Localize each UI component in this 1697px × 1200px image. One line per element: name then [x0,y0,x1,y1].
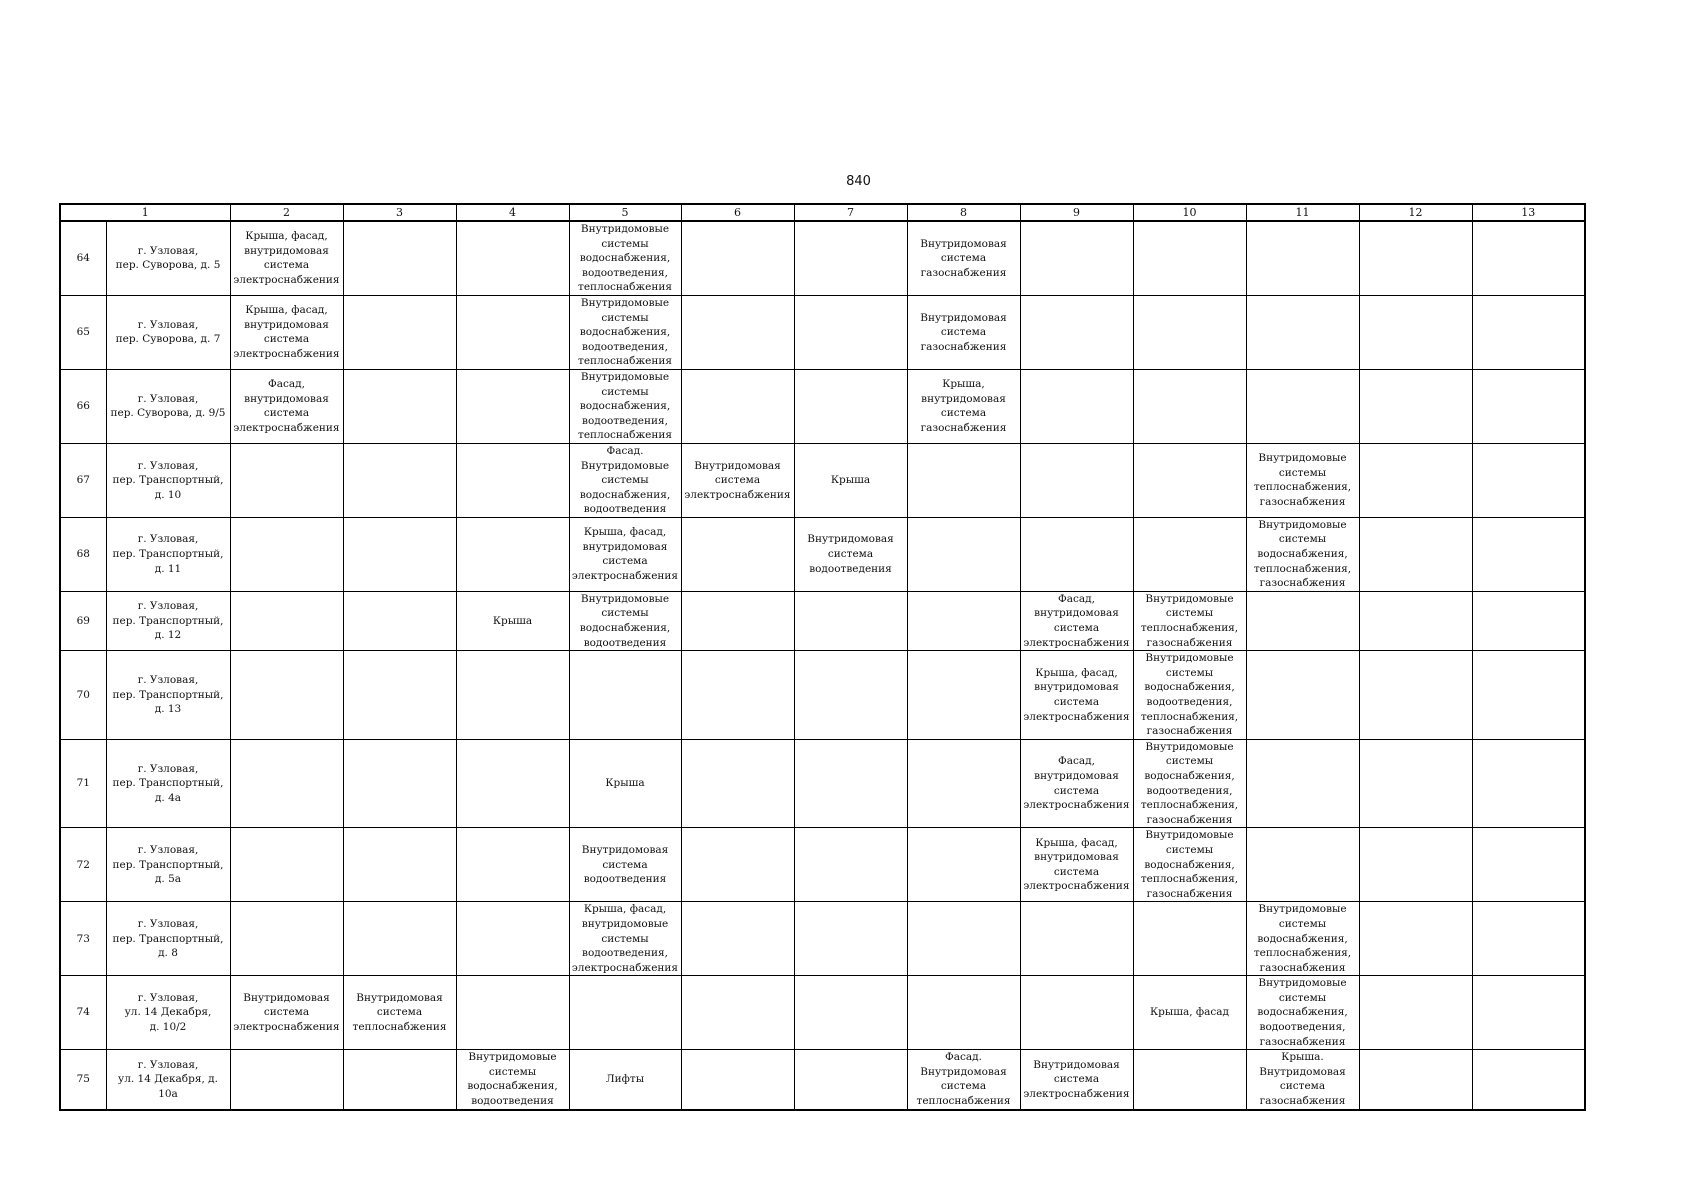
work-cell-col-12 [1359,651,1472,740]
work-cell-col-11 [1246,443,1359,517]
row-number: 75 [60,1050,106,1110]
work-cell-col-13 [1472,828,1585,902]
work-cell-col-8 [907,828,1020,902]
column-header-6: 6 [681,204,794,221]
work-cell-col-3 [343,443,456,517]
work-cell-col-3 [343,1050,456,1110]
work-cell-col-13 [1472,651,1585,740]
work-text: Внутридомовые системы водоснабжения, водоотведения [579,592,671,649]
work-cell-col-3 [343,739,456,828]
work-cell-col-9 [1020,295,1133,369]
work-cell-col-11 [1246,739,1359,828]
work-cell-col-6 [681,828,794,902]
work-cell-col-2 [230,369,343,443]
work-cell-col-3 [343,591,456,650]
work-cell-col-12 [1359,369,1472,443]
row-number: 71 [60,739,106,828]
work-cell-col-2 [230,591,343,650]
work-cell-col-13 [1472,591,1585,650]
work-text: Фасад, внутридомовая система электроснабжения [1023,755,1130,812]
work-cell-col-9 [1020,976,1133,1050]
work-cell-col-4 [456,828,569,902]
work-cell-col-3 [343,517,456,591]
work-text: Внутридомовая система электроснабжения [684,459,791,501]
work-cell-col-10 [1133,651,1246,740]
address-text: г. Узловая, пер. Суворова, д. 9/5 [110,392,226,420]
work-text: Внутридомовые системы теплоснабжения, газоснабжения [1253,452,1352,508]
work-cell-col-8 [907,295,1020,369]
table-row [60,902,1585,976]
work-text: Крыша, фасад, внутридомовая система электроснабжения [1023,666,1130,723]
work-cell-col-5 [569,739,681,828]
work-cell-col-13 [1472,369,1585,443]
page-number: 840 [846,174,871,189]
work-cell-col-2 [230,1050,343,1110]
table-row [60,591,1585,650]
work-cell-col-13 [1472,902,1585,976]
work-cell-col-8 [907,739,1020,828]
address-text: г. Узловая, пер. Суворова, д. 7 [115,318,221,346]
column-header-10: 10 [1133,204,1246,221]
work-cell-col-11 [1246,828,1359,902]
work-cell-col-8 [907,517,1020,591]
work-text: Крыша, фасад, внутридомовая система электроснабжения [571,526,679,582]
column-header-8: 8 [907,204,1020,221]
work-text: Внутридомовые системы водоснабжения, теплоснабжения, газоснабжения [1253,518,1352,590]
work-cell-col-8 [907,1050,1020,1110]
work-text: Фасад, внутридомовая система электроснабжения [1023,592,1130,649]
work-cell-col-13 [1472,517,1585,591]
work-cell-col-5 [569,976,681,1050]
work-cell-col-7 [794,828,907,902]
work-cell-col-7 [794,369,907,443]
work-text: Внутридомовые системы теплоснабжения, газоснабжения [1140,592,1239,649]
work-text: Крыша, фасад, внутридомовые системы водоотведения, электроснабжения [571,903,679,974]
work-cell-col-6 [681,902,794,976]
work-cell-col-10 [1133,902,1246,976]
table-body [60,221,1585,1110]
work-cell-col-9 [1020,1050,1133,1110]
address-cell [106,902,230,976]
row-number: 68 [60,517,106,591]
work-cell-col-9 [1020,902,1133,976]
work-cell-col-5 [569,443,681,517]
work-cell-col-13 [1472,295,1585,369]
work-cell-col-11 [1246,221,1359,295]
work-text: Внутридомовая система электроснабжения [1023,1058,1130,1100]
work-cell-col-8 [907,221,1020,295]
work-cell-col-3 [343,828,456,902]
work-cell-col-6 [681,369,794,443]
work-cell-col-10 [1133,976,1246,1050]
work-cell-col-2 [230,295,343,369]
work-cell-col-10 [1133,369,1246,443]
work-cell-col-9 [1020,591,1133,650]
work-cell-col-8 [907,976,1020,1050]
address-cell [106,295,230,369]
work-cell-col-7 [794,443,907,517]
work-text: Внутридомовые системы водоснабжения, водоотведения, газоснабжения [1257,977,1348,1048]
address-cell [106,591,230,650]
work-cell-col-7 [794,221,907,295]
work-cell-col-2 [230,443,343,517]
table-row [60,739,1585,828]
work-cell-col-2 [230,739,343,828]
work-text: Внутридомовая система электроснабжения [233,991,340,1034]
row-number: 72 [60,828,106,902]
work-text: Внутридомовая система водоотведения [581,843,669,886]
work-text: Внутридомовая система водоотведения [807,533,894,575]
work-text: Лифты [605,1073,645,1086]
column-header-11: 11 [1246,204,1359,221]
work-text: Внутридомовые системы водоснабжения, водоотведения, теплоснабжения [578,223,672,294]
work-cell-col-9 [1020,221,1133,295]
work-cell-col-7 [794,517,907,591]
work-cell-col-4 [456,739,569,828]
work-text: Крыша, фасад, внутридомовая система электроснабжения [233,230,340,287]
work-cell-col-11 [1246,976,1359,1050]
work-cell-col-5 [569,1050,681,1110]
work-cell-col-12 [1359,517,1472,591]
column-header-9: 9 [1020,204,1133,221]
work-cell-col-8 [907,443,1020,517]
work-cell-col-11 [1246,369,1359,443]
work-cell-col-12 [1359,828,1472,902]
work-cell-col-4 [456,651,569,740]
work-cell-col-6 [681,517,794,591]
work-text: Внутридомовые системы водоснабжения, водоотведения, теплоснабжения [578,370,672,442]
work-text: Крыша, фасад, внутридомовая система электроснабжения [1023,836,1130,893]
work-text: Крыша, фасад [1150,1006,1229,1019]
work-cell-col-13 [1472,1050,1585,1110]
row-number: 73 [60,902,106,976]
work-cell-col-12 [1359,443,1472,517]
work-cell-col-7 [794,1050,907,1110]
work-cell-col-7 [794,902,907,976]
address-cell [106,369,230,443]
work-cell-col-6 [681,221,794,295]
address-text: г. Узловая, пер. Транспортный, д. 12 [112,600,224,642]
work-cell-col-10 [1133,739,1246,828]
work-cell-col-7 [794,591,907,650]
table-row [60,517,1585,591]
column-header-1: 1 [60,204,230,221]
work-cell-col-5 [569,517,681,591]
work-cell-col-7 [794,651,907,740]
work-cell-col-10 [1133,828,1246,902]
work-text: Фасад. Внутридомовые системы водоснабжения, водоотведения [579,444,671,516]
work-cell-col-5 [569,828,681,902]
work-cell-col-8 [907,902,1020,976]
work-text: Крыша, внутридомовая система газоснабжения [920,378,1007,435]
work-text: Фасад, внутридомовая система электроснабжения [233,378,340,435]
work-cell-col-12 [1359,902,1472,976]
work-cell-col-9 [1020,651,1133,740]
work-cell-col-5 [569,221,681,295]
work-cell-col-13 [1472,443,1585,517]
address-cell [106,651,230,740]
address-cell [106,739,230,828]
work-cell-col-9 [1020,828,1133,902]
work-cell-col-8 [907,651,1020,740]
work-text: Крыша. Внутридомовая система газоснабжения [1259,1051,1346,1108]
work-text: Фасад. Внутридомовая система теплоснабжения [916,1051,1011,1108]
work-cell-col-11 [1246,295,1359,369]
address-text: г. Узловая, пер. Транспортный, д. 10 [112,459,224,501]
work-cell-col-3 [343,651,456,740]
address-text: г. Узловая, ул. 14 Декабря, д. 10/2 [124,991,212,1034]
work-cell-col-2 [230,828,343,902]
table-row [60,976,1585,1050]
work-cell-col-8 [907,591,1020,650]
work-text: Внутридомовые системы водоснабжения, водоотведения, теплоснабжения [578,296,672,368]
work-cell-col-11 [1246,591,1359,650]
work-cell-col-3 [343,369,456,443]
address-text: г. Узловая, ул. 14 Декабря, д. 10а [118,1058,218,1100]
work-cell-col-4 [456,591,569,650]
work-cell-col-12 [1359,739,1472,828]
column-header-5: 5 [569,204,681,221]
work-cell-col-10 [1133,1050,1246,1110]
work-cell-col-6 [681,976,794,1050]
work-cell-col-12 [1359,221,1472,295]
address-cell [106,828,230,902]
work-cell-col-13 [1472,739,1585,828]
work-cell-col-7 [794,976,907,1050]
work-cell-col-4 [456,902,569,976]
work-cell-col-4 [456,221,569,295]
work-text: Крыша [830,474,871,487]
table-row [60,828,1585,902]
work-text: Крыша [605,777,645,790]
work-cell-col-11 [1246,1050,1359,1110]
column-header-7: 7 [794,204,907,221]
header-row [60,204,1585,221]
column-header-3: 3 [343,204,456,221]
work-text: Внутридомовые системы водоснабжения, теплоснабжения, газоснабжения [1253,903,1352,974]
work-text: Внутридомовые системы водоснабжения, водоотведения, теплоснабжения, газоснабжения [1140,652,1239,738]
table-row [60,651,1585,740]
work-cell-col-12 [1359,976,1472,1050]
table-row [60,221,1585,295]
work-cell-col-4 [456,369,569,443]
work-cell-col-9 [1020,517,1133,591]
work-cell-col-6 [681,1050,794,1110]
work-cell-col-7 [794,295,907,369]
work-cell-col-10 [1133,295,1246,369]
address-text: г. Узловая, пер. Транспортный, д. 4а [112,762,224,804]
work-cell-col-6 [681,295,794,369]
column-header-2: 2 [230,204,343,221]
work-cell-col-4 [456,517,569,591]
work-text: Внутридомовая система газоснабжения [920,237,1007,279]
work-cell-col-9 [1020,739,1133,828]
address-text: г. Узловая, пер. Суворова, д. 5 [115,244,221,272]
work-text: Внутридомовые системы водоснабжения, водоотведения [467,1051,558,1108]
work-cell-col-5 [569,591,681,650]
work-cell-col-12 [1359,591,1472,650]
work-text: Внутридомовая система газоснабжения [920,311,1007,353]
works-table [59,203,1586,1111]
address-text: г. Узловая, пер. Транспортный, д. 8 [112,917,224,960]
work-cell-col-3 [343,976,456,1050]
work-cell-col-3 [343,221,456,295]
row-number: 67 [60,443,106,517]
column-header-13: 13 [1472,204,1585,221]
table-row [60,295,1585,369]
work-cell-col-5 [569,651,681,740]
work-cell-col-5 [569,902,681,976]
row-number: 69 [60,591,106,650]
work-cell-col-5 [569,369,681,443]
address-text: г. Узловая, пер. Транспортный, д. 13 [112,674,224,716]
work-cell-col-2 [230,902,343,976]
work-cell-col-11 [1246,651,1359,740]
row-number: 70 [60,651,106,740]
address-cell [106,976,230,1050]
work-cell-col-13 [1472,976,1585,1050]
work-cell-col-10 [1133,443,1246,517]
work-text: Внутридомовая система теплоснабжения [352,991,447,1034]
work-cell-col-10 [1133,517,1246,591]
work-text: Крыша [492,614,533,627]
work-cell-col-12 [1359,1050,1472,1110]
table-row [60,443,1585,517]
work-cell-col-6 [681,591,794,650]
row-number: 64 [60,221,106,295]
work-cell-col-12 [1359,295,1472,369]
row-number: 66 [60,369,106,443]
column-header-12: 12 [1359,204,1472,221]
row-number: 74 [60,976,106,1050]
work-cell-col-5 [569,295,681,369]
work-cell-col-10 [1133,591,1246,650]
work-text: Внутридомовые системы водоснабжения, водоотведения, теплоснабжения, газоснабжения [1140,740,1239,826]
work-cell-col-4 [456,976,569,1050]
work-cell-col-7 [794,739,907,828]
work-text: Крыша, фасад, внутридомовая система электроснабжения [233,304,340,361]
work-cell-col-4 [456,1050,569,1110]
work-cell-col-6 [681,443,794,517]
address-cell [106,443,230,517]
address-cell [106,517,230,591]
work-cell-col-2 [230,221,343,295]
address-cell [106,1050,230,1110]
row-number: 65 [60,295,106,369]
work-cell-col-10 [1133,221,1246,295]
work-cell-col-9 [1020,369,1133,443]
work-cell-col-11 [1246,517,1359,591]
work-cell-col-2 [230,651,343,740]
work-cell-col-6 [681,739,794,828]
work-cell-col-3 [343,902,456,976]
table-row [60,369,1585,443]
column-header-4: 4 [456,204,569,221]
address-text: г. Узловая, пер. Транспортный, д. 5а [112,843,224,886]
work-cell-col-4 [456,443,569,517]
table-row [60,1050,1585,1110]
address-text: г. Узловая, пер. Транспортный, д. 11 [112,533,224,575]
work-cell-col-8 [907,369,1020,443]
work-cell-col-2 [230,976,343,1050]
work-text: Внутридомовые системы водоснабжения, теплоснабжения, газоснабжения [1140,829,1239,900]
work-cell-col-2 [230,517,343,591]
work-cell-col-3 [343,295,456,369]
address-cell [106,221,230,295]
work-cell-col-13 [1472,221,1585,295]
work-cell-col-4 [456,295,569,369]
work-cell-col-11 [1246,902,1359,976]
work-cell-col-6 [681,651,794,740]
work-cell-col-9 [1020,443,1133,517]
